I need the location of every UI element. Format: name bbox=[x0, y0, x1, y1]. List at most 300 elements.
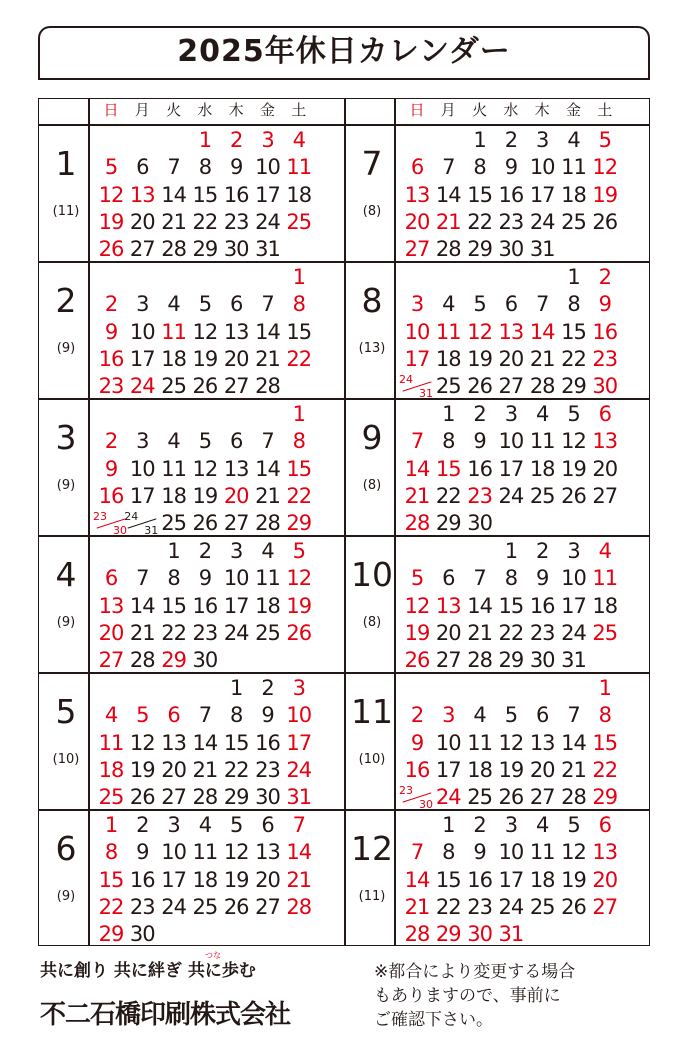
day-cell: 25 bbox=[255, 620, 280, 645]
weekday-header: 金 bbox=[259, 101, 275, 119]
day-cell: 27 bbox=[592, 483, 618, 508]
day-cell: 15 bbox=[467, 182, 492, 207]
day-cell: 10 bbox=[435, 730, 461, 755]
day-cell: 13 bbox=[255, 840, 280, 865]
day-cell: 2 bbox=[598, 265, 611, 289]
day-cell: 6 bbox=[442, 566, 455, 591]
day-cell: 25 bbox=[529, 894, 555, 919]
day-cell: 25 bbox=[161, 511, 186, 536]
day-cell: 5 bbox=[198, 429, 212, 454]
day-cell: 19 bbox=[592, 182, 618, 207]
day-cell: 1 bbox=[504, 539, 518, 563]
day-cell: 15 bbox=[161, 593, 186, 618]
day-cell: 16 bbox=[223, 182, 249, 207]
day-cell: 20 bbox=[98, 620, 124, 645]
day-cell: 9 bbox=[136, 840, 149, 865]
day-cell: 28 bbox=[404, 922, 430, 947]
day-cell: 2 bbox=[261, 676, 274, 700]
day-cell: 15 bbox=[192, 182, 218, 207]
day-cell: 20 bbox=[404, 209, 430, 234]
day-cell: 27 bbox=[98, 648, 124, 673]
day-cell: 1 bbox=[292, 402, 305, 426]
day-cell: 21 bbox=[467, 620, 492, 645]
day-cell: 29 bbox=[561, 374, 586, 399]
day-cell: 12 bbox=[404, 593, 430, 618]
day-cell: 14 bbox=[435, 182, 461, 207]
day-cell: 26 bbox=[192, 511, 218, 536]
month-number: 5 bbox=[55, 692, 77, 731]
day-cell: 26 bbox=[404, 648, 430, 673]
day-cell: 17 bbox=[223, 593, 249, 618]
day-cell: 30 bbox=[223, 237, 249, 262]
day-cell: 30 bbox=[129, 922, 155, 947]
slogan: 共に創り 共に絆ぎ 共に歩む bbox=[40, 961, 256, 981]
day-cell: 23 bbox=[467, 894, 492, 919]
day-cell: 21 bbox=[404, 483, 430, 508]
day-cell: 24 bbox=[255, 209, 280, 234]
day-cell: 12 bbox=[286, 566, 312, 591]
day-cell: 7 bbox=[410, 429, 424, 454]
day-cell: 8 bbox=[504, 566, 518, 591]
day-cell: 18 bbox=[561, 182, 586, 207]
day-cell: 11 bbox=[161, 319, 186, 344]
day-cell: 11 bbox=[529, 429, 555, 454]
month-number: 9 bbox=[361, 418, 383, 457]
day-cell: 8 bbox=[598, 703, 611, 728]
merged-day-top: 24 bbox=[124, 510, 139, 524]
day-cell: 26 bbox=[498, 785, 524, 810]
holiday-count: (9) bbox=[56, 341, 76, 356]
day-cell: 1 bbox=[442, 402, 455, 426]
day-cell: 4 bbox=[261, 539, 274, 563]
day-cell: 16 bbox=[467, 867, 492, 892]
day-cell: 1 bbox=[567, 265, 580, 289]
day-cell: 8 bbox=[292, 429, 305, 454]
day-cell: 10 bbox=[223, 566, 249, 591]
day-cell: 17 bbox=[498, 456, 524, 481]
merged-day bbox=[398, 374, 434, 400]
day-cell: 22 bbox=[498, 620, 524, 645]
day-cell: 29 bbox=[467, 237, 492, 262]
day-cell: 27 bbox=[498, 374, 524, 399]
day-cell: 29 bbox=[192, 237, 218, 262]
day-cell: 31 bbox=[286, 785, 312, 810]
day-cell: 14 bbox=[286, 840, 312, 865]
day-cell: 7 bbox=[136, 566, 149, 591]
day-cell: 24 bbox=[161, 894, 186, 919]
day-cell: 6 bbox=[136, 155, 149, 180]
day-cell: 9 bbox=[504, 155, 518, 180]
day-cell: 1 bbox=[442, 813, 455, 837]
day-cell: 21 bbox=[129, 620, 155, 645]
weekday-header: 火 bbox=[472, 101, 488, 119]
weekday-header: 土 bbox=[291, 101, 307, 119]
day-cell: 27 bbox=[129, 237, 155, 262]
day-cell: 25 bbox=[192, 894, 218, 919]
day-cell: 13 bbox=[498, 319, 524, 344]
day-cell: 10 bbox=[286, 703, 312, 728]
holiday-count: (10) bbox=[358, 752, 386, 767]
day-cell: 2 bbox=[410, 703, 424, 728]
day-cell: 29 bbox=[435, 922, 461, 947]
day-cell: 5 bbox=[473, 292, 486, 317]
day-cell: 12 bbox=[498, 730, 524, 755]
day-cell: 23 bbox=[223, 209, 249, 234]
day-cell: 8 bbox=[104, 840, 118, 865]
day-cell: 20 bbox=[592, 867, 618, 892]
day-cell: 4 bbox=[473, 703, 486, 728]
month-number: 10 bbox=[351, 555, 393, 594]
day-cell: 11 bbox=[98, 730, 124, 755]
day-cell: 12 bbox=[223, 840, 249, 865]
day-cell: 27 bbox=[223, 511, 249, 536]
day-cell: 5 bbox=[198, 292, 212, 317]
day-cell: 12 bbox=[561, 429, 586, 454]
day-cell: 26 bbox=[192, 374, 218, 399]
merged-day-top: 23 bbox=[399, 784, 413, 798]
day-cell: 26 bbox=[467, 374, 492, 399]
day-cell: 7 bbox=[473, 566, 486, 591]
day-cell: 19 bbox=[192, 346, 218, 371]
day-cell: 12 bbox=[98, 182, 124, 207]
day-cell: 24 bbox=[223, 620, 249, 645]
day-cell: 6 bbox=[261, 813, 274, 837]
day-cell: 15 bbox=[435, 456, 461, 481]
day-cell: 17 bbox=[129, 346, 155, 371]
month-number: 4 bbox=[55, 555, 77, 594]
day-cell: 1 bbox=[598, 676, 611, 700]
day-cell: 28 bbox=[129, 648, 155, 673]
day-cell: 15 bbox=[498, 593, 524, 618]
day-cell: 24 bbox=[286, 757, 312, 782]
day-cell: 31 bbox=[255, 237, 280, 262]
day-cell: 3 bbox=[167, 813, 180, 837]
day-cell: 2 bbox=[230, 128, 243, 152]
holiday-count: (9) bbox=[56, 478, 76, 493]
holiday-count: (11) bbox=[358, 889, 386, 904]
day-cell: 2 bbox=[473, 813, 486, 837]
day-cell: 13 bbox=[161, 730, 186, 755]
day-cell: 9 bbox=[230, 155, 243, 180]
day-cell: 11 bbox=[529, 840, 555, 865]
day-cell: 24 bbox=[435, 785, 461, 810]
day-cell: 12 bbox=[592, 155, 618, 180]
day-cell: 13 bbox=[592, 429, 618, 454]
day-cell: 22 bbox=[435, 894, 461, 919]
day-cell: 13 bbox=[435, 593, 461, 618]
day-cell: 22 bbox=[467, 209, 492, 234]
day-cell: 26 bbox=[129, 785, 155, 810]
day-cell: 23 bbox=[529, 620, 555, 645]
day-cell: 19 bbox=[561, 456, 586, 481]
day-cell: 28 bbox=[561, 785, 586, 810]
day-cell: 15 bbox=[592, 730, 618, 755]
day-cell: 2 bbox=[104, 292, 118, 317]
day-cell: 10 bbox=[161, 840, 186, 865]
day-cell: 12 bbox=[192, 319, 218, 344]
day-cell: 10 bbox=[255, 155, 280, 180]
weekday-header: 月 bbox=[440, 101, 456, 119]
day-cell: 16 bbox=[592, 319, 618, 344]
day-cell: 14 bbox=[255, 456, 280, 481]
day-cell: 11 bbox=[286, 155, 312, 180]
day-cell: 7 bbox=[167, 155, 180, 180]
slogan-ruby: つな bbox=[205, 951, 221, 960]
day-cell: 1 bbox=[473, 128, 486, 152]
day-cell: 9 bbox=[473, 429, 486, 454]
day-cell: 7 bbox=[198, 703, 212, 728]
month-number: 11 bbox=[351, 692, 393, 731]
day-cell: 20 bbox=[529, 757, 555, 782]
day-cell: 25 bbox=[529, 483, 555, 508]
day-cell: 9 bbox=[410, 730, 424, 755]
day-cell: 19 bbox=[467, 346, 492, 371]
day-cell: 17 bbox=[129, 483, 155, 508]
day-cell: 15 bbox=[561, 319, 586, 344]
day-cell: 18 bbox=[529, 456, 555, 481]
holiday-count: (9) bbox=[56, 889, 76, 904]
day-cell: 28 bbox=[286, 894, 312, 919]
day-cell: 12 bbox=[467, 319, 492, 344]
day-cell: 18 bbox=[467, 757, 492, 782]
day-cell: 30 bbox=[192, 648, 218, 673]
day-cell: 14 bbox=[561, 730, 586, 755]
day-cell: 24 bbox=[129, 374, 155, 399]
day-cell: 30 bbox=[529, 648, 555, 673]
center-divider bbox=[344, 98, 346, 946]
day-cell: 5 bbox=[504, 703, 518, 728]
day-cell: 8 bbox=[230, 703, 243, 728]
day-cell: 4 bbox=[198, 813, 212, 837]
day-cell: 19 bbox=[561, 867, 586, 892]
day-cell: 11 bbox=[592, 566, 618, 591]
day-cell: 27 bbox=[404, 237, 430, 262]
day-cell: 7 bbox=[567, 703, 580, 728]
day-cell: 23 bbox=[498, 209, 524, 234]
day-cell: 20 bbox=[223, 346, 249, 371]
merged-day-bottom: 30 bbox=[419, 798, 433, 812]
day-cell: 10 bbox=[129, 456, 155, 481]
day-cell: 25 bbox=[561, 209, 586, 234]
month-number: 2 bbox=[55, 281, 77, 320]
day-cell: 13 bbox=[223, 456, 249, 481]
day-cell: 7 bbox=[536, 292, 549, 317]
day-cell: 14 bbox=[529, 319, 555, 344]
day-cell: 8 bbox=[473, 155, 486, 180]
day-cell: 25 bbox=[286, 209, 312, 234]
day-cell: 3 bbox=[567, 539, 580, 563]
day-cell: 4 bbox=[104, 703, 118, 728]
day-cell: 13 bbox=[529, 730, 555, 755]
day-cell: 3 bbox=[442, 703, 455, 728]
day-cell: 11 bbox=[255, 566, 280, 591]
day-cell: 13 bbox=[98, 593, 124, 618]
change-notice bbox=[374, 960, 664, 1032]
day-cell: 21 bbox=[255, 483, 280, 508]
day-cell: 7 bbox=[261, 292, 274, 317]
day-cell: 7 bbox=[261, 429, 274, 454]
day-cell: 4 bbox=[598, 539, 611, 563]
day-cell: 12 bbox=[129, 730, 155, 755]
day-cell: 8 bbox=[567, 292, 580, 317]
day-cell: 8 bbox=[198, 155, 212, 180]
day-cell: 2 bbox=[198, 539, 212, 563]
day-cell: 9 bbox=[598, 292, 611, 317]
notice-line: ご確認下さい。 bbox=[374, 1010, 493, 1030]
day-cell: 15 bbox=[435, 867, 461, 892]
day-cell: 4 bbox=[442, 292, 455, 317]
day-cell: 30 bbox=[255, 785, 280, 810]
day-cell: 10 bbox=[561, 566, 586, 591]
day-cell: 5 bbox=[567, 813, 580, 837]
day-cell: 12 bbox=[192, 456, 218, 481]
day-cell: 21 bbox=[161, 209, 186, 234]
day-cell: 18 bbox=[98, 757, 124, 782]
day-cell: 26 bbox=[98, 237, 124, 262]
day-cell: 13 bbox=[404, 182, 430, 207]
day-cell: 2 bbox=[473, 402, 486, 426]
holiday-count: (11) bbox=[52, 204, 80, 219]
day-cell: 6 bbox=[504, 292, 518, 317]
day-cell: 14 bbox=[192, 730, 218, 755]
day-cell: 2 bbox=[536, 539, 549, 563]
day-cell: 22 bbox=[435, 483, 461, 508]
day-cell: 20 bbox=[129, 209, 155, 234]
month-number: 6 bbox=[55, 829, 77, 868]
day-cell: 26 bbox=[223, 894, 249, 919]
day-cell: 15 bbox=[286, 456, 312, 481]
weekday-header: 水 bbox=[503, 101, 519, 119]
day-cell: 9 bbox=[104, 319, 118, 344]
day-cell: 5 bbox=[104, 155, 118, 180]
day-cell: 5 bbox=[567, 402, 580, 426]
day-cell: 3 bbox=[136, 429, 149, 454]
day-cell: 19 bbox=[498, 757, 524, 782]
day-cell: 23 bbox=[592, 346, 618, 371]
day-cell: 22 bbox=[561, 346, 586, 371]
day-cell: 11 bbox=[161, 456, 186, 481]
day-cell: 30 bbox=[467, 922, 492, 947]
day-cell: 2 bbox=[136, 813, 149, 837]
day-cell: 13 bbox=[592, 840, 618, 865]
day-cell: 26 bbox=[286, 620, 312, 645]
day-cell: 3 bbox=[136, 292, 149, 317]
day-cell: 27 bbox=[161, 785, 186, 810]
day-cell: 31 bbox=[529, 237, 555, 262]
month-number: 3 bbox=[55, 418, 77, 457]
day-cell: 22 bbox=[161, 620, 186, 645]
merged-day-top: 24 bbox=[399, 373, 413, 387]
day-cell: 17 bbox=[529, 182, 555, 207]
day-cell: 16 bbox=[529, 593, 555, 618]
day-cell: 5 bbox=[136, 703, 149, 728]
day-cell: 25 bbox=[435, 374, 461, 399]
day-cell: 16 bbox=[255, 730, 280, 755]
day-cell: 28 bbox=[467, 648, 492, 673]
weekday-header: 木 bbox=[228, 101, 244, 119]
day-cell: 16 bbox=[98, 483, 124, 508]
day-cell: 28 bbox=[192, 785, 218, 810]
day-cell: 21 bbox=[435, 209, 461, 234]
day-cell: 22 bbox=[286, 483, 312, 508]
weekday-header: 水 bbox=[197, 101, 213, 119]
day-cell: 20 bbox=[498, 346, 524, 371]
day-cell: 27 bbox=[592, 894, 618, 919]
day-cell: 5 bbox=[292, 539, 305, 563]
day-cell: 24 bbox=[529, 209, 555, 234]
day-cell: 10 bbox=[404, 319, 430, 344]
day-cell: 17 bbox=[404, 346, 430, 371]
day-cell: 14 bbox=[404, 456, 430, 481]
notice-line: もありますので、事前に bbox=[374, 986, 561, 1006]
day-cell: 3 bbox=[410, 292, 424, 317]
merged-day-top: 23 bbox=[93, 510, 107, 524]
merged-day bbox=[123, 511, 159, 537]
merged-day-bottom: 31 bbox=[144, 524, 159, 538]
day-cell: 4 bbox=[292, 128, 305, 152]
day-cell: 29 bbox=[223, 785, 249, 810]
day-cell: 8 bbox=[292, 292, 305, 317]
day-cell: 21 bbox=[286, 867, 312, 892]
day-cell: 14 bbox=[129, 593, 155, 618]
day-cell: 26 bbox=[561, 894, 586, 919]
day-cell: 18 bbox=[529, 867, 555, 892]
day-cell: 1 bbox=[230, 676, 243, 700]
day-cell: 9 bbox=[536, 566, 549, 591]
day-cell: 9 bbox=[261, 703, 274, 728]
weekday-header: 土 bbox=[597, 101, 613, 119]
day-cell: 24 bbox=[498, 894, 524, 919]
day-cell: 23 bbox=[98, 374, 124, 399]
merged-day bbox=[398, 785, 434, 811]
day-cell: 17 bbox=[435, 757, 461, 782]
day-cell: 3 bbox=[536, 128, 549, 152]
day-cell: 23 bbox=[192, 620, 218, 645]
holiday-count: (8) bbox=[362, 204, 382, 219]
day-cell: 18 bbox=[286, 182, 312, 207]
day-cell: 6 bbox=[104, 566, 118, 591]
day-cell: 18 bbox=[161, 346, 186, 371]
day-cell: 6 bbox=[598, 402, 611, 426]
day-cell: 31 bbox=[498, 922, 524, 947]
weekday-header: 木 bbox=[534, 101, 550, 119]
day-cell: 11 bbox=[192, 840, 218, 865]
day-cell: 28 bbox=[161, 237, 186, 262]
day-cell: 11 bbox=[435, 319, 461, 344]
title-underline bbox=[38, 78, 650, 80]
day-cell: 1 bbox=[167, 539, 180, 563]
day-cell: 30 bbox=[467, 511, 492, 536]
day-cell: 17 bbox=[286, 730, 312, 755]
day-cell: 22 bbox=[592, 757, 618, 782]
day-cell: 29 bbox=[498, 648, 524, 673]
day-cell: 3 bbox=[504, 813, 518, 837]
day-cell: 2 bbox=[504, 128, 518, 152]
day-cell: 9 bbox=[473, 840, 486, 865]
holiday-count: (8) bbox=[362, 615, 382, 630]
day-cell: 10 bbox=[129, 319, 155, 344]
month-number: 8 bbox=[361, 281, 383, 320]
day-cell: 19 bbox=[404, 620, 430, 645]
day-cell: 9 bbox=[104, 456, 118, 481]
day-cell: 26 bbox=[561, 483, 586, 508]
day-cell: 4 bbox=[536, 813, 549, 837]
day-cell: 22 bbox=[98, 894, 124, 919]
day-cell: 8 bbox=[442, 840, 455, 865]
day-cell: 19 bbox=[223, 867, 249, 892]
day-cell: 27 bbox=[223, 374, 249, 399]
day-cell: 21 bbox=[529, 346, 555, 371]
